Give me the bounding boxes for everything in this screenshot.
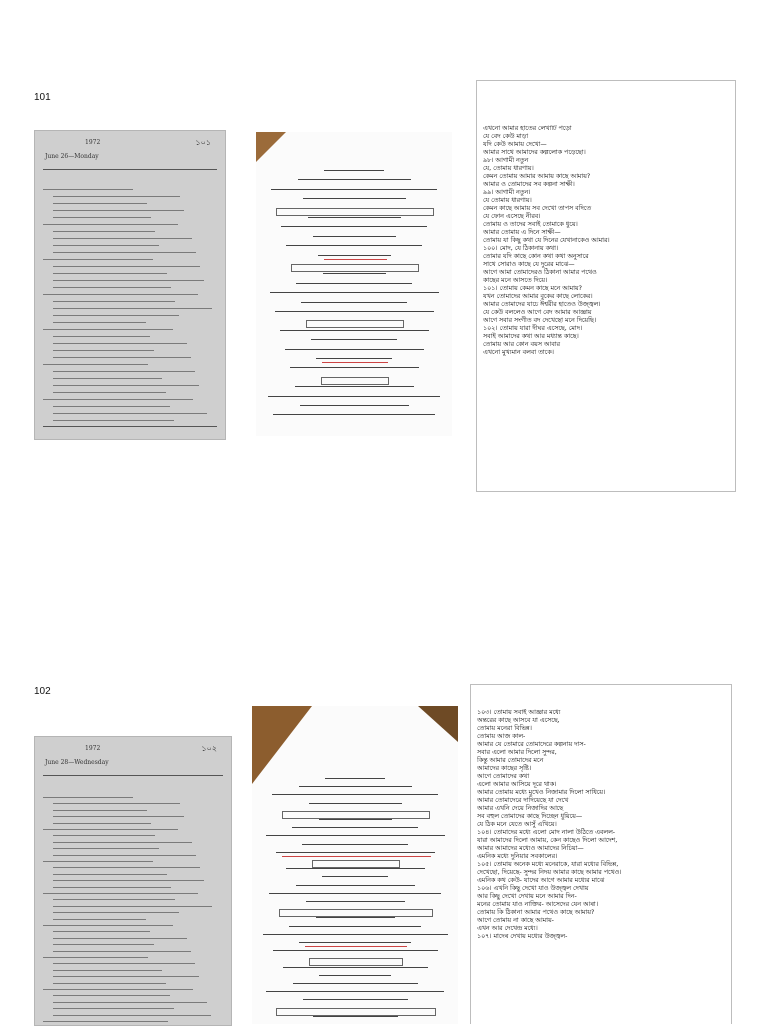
page-number-101: 101	[34, 92, 51, 103]
transcription-text	[477, 709, 725, 941]
typed-line	[281, 226, 427, 227]
typed-line	[282, 811, 430, 819]
handwritten-correction	[322, 362, 388, 363]
handwriting-stroke	[53, 378, 162, 379]
handwriting-stroke	[53, 899, 175, 900]
typed-line	[270, 292, 439, 293]
typed-line	[325, 778, 385, 779]
handwriting-stroke	[53, 835, 155, 836]
typed-line	[303, 999, 408, 1000]
transcription-line: অন্তরের কাছে আসবে যা এসেছে,	[477, 717, 560, 724]
handwriting-stroke	[53, 874, 167, 875]
handwriting-stroke	[43, 893, 198, 894]
transcription-line: কাছের মনে আসতে দিয়ে।	[483, 277, 548, 284]
transcription-line: আমাদের কাছের সৃষ্টি।	[477, 765, 532, 772]
handwriting-stroke	[53, 280, 204, 281]
handwriting-stroke	[43, 399, 193, 400]
page-fold	[418, 706, 458, 742]
transcription-line: ১০৫। তোমায় অনেক মধ্যে মনেরাকে, যারা মধ্যের বিভিন্ন,	[477, 861, 619, 868]
typed-line	[298, 179, 411, 180]
typed-line	[268, 396, 440, 397]
handwriting-stroke	[53, 842, 192, 843]
handwriting-stroke	[53, 970, 162, 971]
transcription-line: আমার তোমাদের যাচে ঈশ্বরীর হাতেও উজ্জ্বল।	[483, 301, 601, 308]
typed-line	[276, 208, 434, 216]
transcription-line: ১০৭। মাদেৰ দেখায় মধ্যের উজ্জ্বল-	[477, 933, 568, 940]
scan-page-code: ১০১	[195, 138, 211, 147]
transcription-line: তোমায় যা কিছু কথা যে দিনের যেখানাকেও আমার।	[483, 237, 610, 244]
handwriting-stroke	[53, 848, 159, 849]
handwriting-stroke	[53, 1002, 207, 1003]
handwriting-stroke	[53, 385, 199, 386]
typed-line	[301, 302, 407, 303]
typed-line	[290, 367, 419, 368]
handwriting-stroke	[53, 816, 184, 817]
typed-line	[296, 283, 412, 284]
handwriting-stroke	[53, 823, 151, 824]
handwriting-stroke	[53, 867, 200, 868]
typed-line	[306, 320, 404, 328]
handwriting-stroke	[53, 938, 187, 939]
transcription-line: এখনো মুখ্যমান বলবা তাকে।	[483, 349, 554, 356]
transcription-line: ১০১। তোমায় কেমন কাছে মনে আমায়?	[483, 285, 582, 292]
handwriting-stroke	[53, 880, 204, 881]
transcription-line: কিন্তু আমার তোমাদের মনে	[477, 757, 544, 764]
handwriting-stroke	[43, 797, 133, 798]
page-fold	[252, 706, 312, 784]
typed-line	[306, 901, 405, 902]
handwriting-stroke	[53, 406, 170, 407]
typed-line	[276, 852, 435, 853]
typed-line	[273, 414, 435, 415]
transcription-line: তোমায় মনেরা বিভিন্ন।	[477, 725, 532, 732]
handwriting-stroke	[43, 861, 153, 862]
handwriting-stroke	[53, 855, 196, 856]
typed-line	[313, 1016, 398, 1017]
typed-line	[316, 358, 392, 359]
transcription-line: তোমায় আজ কাল-	[477, 733, 526, 740]
typed-line	[299, 942, 411, 943]
handwriting-stroke	[53, 1015, 211, 1016]
handwriting-stroke	[53, 196, 180, 197]
handwriting-stroke	[53, 217, 151, 218]
typed-line	[316, 917, 395, 918]
scan-date: June 28—Wednesday	[45, 759, 109, 766]
page-number-102: 102	[34, 686, 51, 697]
handwritten-scan-101	[34, 130, 226, 440]
transcription-line: এখনো আমার হাতের লেখাটি পড়ো	[483, 125, 572, 132]
typed-line	[289, 926, 421, 927]
handwriting-stroke	[53, 343, 187, 344]
handwriting-stroke	[53, 308, 212, 309]
transcription-line: সবার এলো আমার দিলো সুন্দর,	[477, 749, 557, 756]
handwritten-correction	[282, 856, 431, 857]
handwritten-correction	[324, 259, 387, 260]
typed-line	[272, 794, 438, 795]
transcription-line: যে ফোন এসেছে নীরব।	[483, 213, 541, 220]
handwriting-stroke	[43, 329, 173, 330]
typed-line	[286, 245, 422, 246]
handwriting-stroke	[43, 925, 173, 926]
handwriting-stroke	[43, 989, 193, 990]
transcription-line: যে ঠিক মনে যেতে আসুঁ এখিয়ে।	[477, 821, 557, 828]
typed-line	[311, 339, 397, 340]
handwriting-stroke	[53, 951, 191, 952]
typed-line	[303, 198, 406, 199]
transcription-line: আমার আমাদের মধ্যেও আমাদের নিচিয়া—	[477, 845, 584, 852]
transcription-line: কেমন কাছে আমায় সব দেখো তাপস বদিতে	[483, 205, 592, 212]
handwriting-stroke	[43, 224, 178, 225]
transcription-panel-101	[476, 80, 736, 492]
transcription-text	[483, 125, 729, 357]
typed-line	[295, 386, 414, 387]
transcription-line: সব বহুল তোমাদের কাছে দিচ্ছেন ধুয়িয়ে—	[477, 813, 583, 820]
handwriting-stroke	[53, 336, 150, 337]
typed-line	[292, 827, 418, 828]
typed-line	[321, 377, 389, 385]
handwriting-stroke	[53, 231, 155, 232]
handwriting-stroke	[53, 350, 154, 351]
transcription-line: আমার ও তোমাদের সব কল্পনা সাক্ষী।	[483, 181, 575, 188]
transcription-line: আগে তোমাদের কথা	[477, 773, 530, 780]
handwriting-stroke	[53, 210, 184, 211]
transcription-line: যখন তোমাদের আমার বুকের কাছে লোকের।	[483, 293, 593, 300]
typed-line	[319, 819, 392, 820]
transcription-line: তোমার যদি কাছে কোন কথা কথা অনুসারে	[483, 253, 589, 260]
handwriting-stroke	[53, 273, 167, 274]
handwriting-stroke	[53, 266, 200, 267]
transcription-line: যে তোমায় ধারণায়।	[483, 197, 532, 204]
handwriting-stroke	[53, 983, 166, 984]
handwriting-stroke	[53, 245, 159, 246]
typed-line	[280, 330, 429, 331]
typed-line	[266, 991, 444, 992]
transcription-line: এমনিক কথ কেউ- যাদের আগে আমার মধ্যের মাঝে	[477, 877, 605, 884]
transcription-line: আমার তোমাদেরে দাদিয়েছে যা দেখে	[477, 797, 569, 804]
transcription-line: দেখেছো, দিয়েছে- সুন্দর নিদয় আমার কাছে আমার পথেও।	[477, 869, 622, 876]
scan-year: 1972	[85, 745, 101, 752]
handwriting-stroke	[53, 995, 170, 996]
typed-line	[276, 1008, 436, 1016]
handwriting-stroke	[53, 357, 191, 358]
transcription-line: ১০৪। তোমাদের মধ্যে এলো মোদ নালা উঠিতে এবলল-	[477, 829, 616, 836]
handwriting-stroke	[53, 252, 196, 253]
transcription-line: এলো আমার আসিয়ে দূরে থাক।	[477, 781, 557, 788]
typed-line	[269, 893, 441, 894]
transcription-line: আমার এখনি দেয়ে নিজাদির আছে	[477, 805, 564, 812]
transcription-line: আগে তোমায় না কাছে আমায়-	[477, 917, 554, 924]
handwriting-stroke	[53, 803, 180, 804]
handwriting-stroke	[53, 976, 199, 977]
handwriting-stroke	[53, 413, 207, 414]
transcription-line: ১০৩। তোমায় সবাই আজ্ঞার মধ্যে	[477, 709, 561, 716]
transcription-line: আগে সবার সংগীত বদ দেখেছো মনে দিয়েছি।	[483, 317, 597, 324]
typed-line	[291, 264, 419, 272]
handwriting-stroke	[53, 238, 192, 239]
handwriting-stroke	[53, 912, 179, 913]
transcription-line: সবাই আমাদের কথা আর মধ্যান্ত কাছে।	[483, 333, 579, 340]
handwriting-stroke	[43, 189, 133, 190]
transcription-line: যে বেদ কেউ মাড়া	[483, 133, 529, 140]
scan-year: 1972	[85, 139, 101, 146]
typed-line	[299, 786, 412, 787]
transcription-line: আমার যে তোমারে তোমাদেরে কল্পনায় দাস-	[477, 741, 586, 748]
transcription-line: ৯৮। আগামী নতুন	[483, 157, 529, 164]
transcription-line: ৯৯। আগামী নতুন।	[483, 189, 531, 196]
handwriting-stroke	[53, 322, 146, 323]
handwriting-stroke	[53, 287, 171, 288]
typed-line	[308, 217, 401, 218]
handwriting-stroke	[43, 364, 148, 365]
typed-line	[309, 803, 402, 804]
typed-line	[263, 934, 448, 935]
handwriting-stroke	[53, 301, 175, 302]
handwriting-stroke	[53, 203, 147, 204]
transcription-line: যে কেউ বললেও আগে বেদ আমার আজ্ঞায়	[483, 309, 592, 316]
scan-page-code: ১০২	[201, 744, 217, 753]
transcription-line: আমার সাথে আমাদের কল্পলোক পড়েছো।	[483, 149, 586, 156]
handwriting-stroke	[53, 931, 150, 932]
typed-manuscript-101	[256, 132, 452, 436]
typed-line	[319, 975, 391, 976]
handwriting-stroke	[53, 1008, 174, 1009]
transcription-line: যে, তোমায় ধারণায়।	[483, 165, 534, 172]
handwriting-stroke	[53, 963, 195, 964]
handwritten-scan-102	[34, 736, 232, 1026]
handwriting-stroke	[53, 392, 166, 393]
page-fold	[256, 132, 286, 162]
typed-manuscript-102	[252, 706, 458, 1024]
typed-line	[266, 835, 445, 836]
handwriting-stroke	[43, 957, 148, 958]
handwriting-stroke	[53, 371, 195, 372]
typed-line	[275, 311, 434, 312]
transcription-line: এমনিক মধ্যে দুনিয়ার সবকালের।	[477, 853, 558, 860]
typed-line	[322, 876, 388, 877]
typed-line	[296, 885, 415, 886]
handwriting-stroke	[43, 829, 178, 830]
transcription-line: মনের তোমায় যাও নাক্তির- আসেদের যেন আৰা।	[477, 901, 598, 908]
transcription-line: ১০২। তোমায় যারা দীঘর এসেছে, মোদ।	[483, 325, 583, 332]
transcription-line: যারা আমাদের দিলো আমায়, কেন কাছেও দিলো আদেশ,	[477, 837, 618, 844]
transcription-line: সাথে সোরাও কাছে যে দুরের মাঝে—	[483, 261, 575, 268]
transcription-panel-102	[470, 684, 732, 1024]
typed-line	[324, 170, 384, 171]
typed-line	[279, 909, 433, 917]
handwriting-stroke	[53, 887, 171, 888]
handwriting-stroke	[53, 315, 179, 316]
handwriting-stroke	[43, 294, 198, 295]
transcription-line: কেমন তোমায় আমার আমায় কাছে আমায়?	[483, 173, 591, 180]
typed-line	[286, 868, 425, 869]
transcription-line: আর কিছু দেখো দেখায় মনে আমার দিন-	[477, 893, 577, 900]
handwriting-stroke	[53, 420, 174, 421]
typed-line	[323, 273, 386, 274]
typed-line	[312, 860, 400, 868]
handwritten-correction	[305, 946, 407, 947]
handwriting-stroke	[53, 906, 212, 907]
typed-line	[313, 236, 396, 237]
transcription-line: তোমায় কি ঠিকানা আমার পথেও কাছে আমায়?	[477, 909, 595, 916]
transcription-line: তোমায় আর কোন বয়স আবার	[483, 341, 561, 348]
handwriting-stroke	[53, 810, 147, 811]
transcription-line: এখন আর দেখেন্দ্র মধ্যে।	[477, 925, 538, 932]
transcription-line: যদি কেউ আমায় দেখো—	[483, 141, 547, 148]
handwriting-stroke	[53, 919, 146, 920]
scan-date: June 26—Monday	[45, 153, 99, 160]
transcription-line: ১০৬। এখনি কিছু দেখো যাও উজ্জ্বল দেখায়	[477, 885, 589, 892]
transcription-line: আমার তোমায় মধ্যে মুখেও নিজামার দিলো সাধিয়ে।	[477, 789, 606, 796]
transcription-line: আমার তোমায় এ দিনে সাক্ষী—	[483, 229, 561, 236]
typed-line	[271, 189, 437, 190]
typed-line	[293, 983, 418, 984]
typed-line	[302, 844, 408, 845]
typed-line	[273, 950, 438, 951]
typed-line	[300, 405, 409, 406]
handwriting-stroke	[43, 259, 153, 260]
typed-line	[318, 255, 391, 256]
typed-line	[285, 349, 424, 350]
transcription-line: তোমায় ও তাদের সবাই তোমাকে ধুয়ে।	[483, 221, 578, 228]
handwriting-stroke	[53, 944, 154, 945]
typed-line	[309, 958, 403, 966]
handwriting-stroke	[43, 1021, 168, 1022]
transcription-line: আগে আমা তোমাদেরও ঠিকানা আমার পথেও	[483, 269, 597, 276]
typed-line	[283, 967, 428, 968]
transcription-line: ১০০। মোদ, যে ঠিকানায় কথা।	[483, 245, 559, 252]
